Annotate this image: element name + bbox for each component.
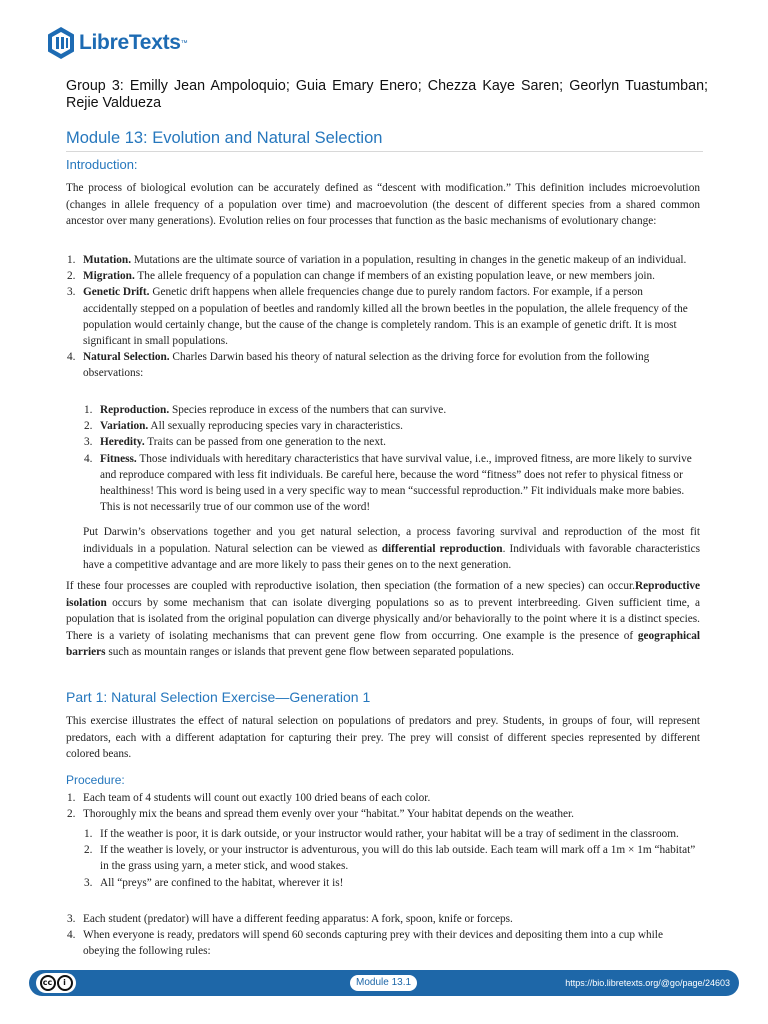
habitat-substeps-list: [84, 826, 696, 891]
darwin-observations-list: [84, 402, 696, 515]
procedure-heading: Procedure:: [66, 773, 125, 787]
evolution-processes-list: [67, 252, 697, 382]
isolation-paragraph: If these four processes are coupled with reproductive isolation, then speciation (the formation of a new species) can occur.Reproductive isolation occurs by some mechanism that can isolate diverging populations so as to prevent interbreeding. Given sufficient time, a population that is isolated from the original population can diverge physically and/or behaviorally to the point where it is a distinct species. There is a variety of isolating mechanisms that can prevent gene flow from occurring. One example is the presence of geographical barriers such as mountain ranges or islands that prevent gene flow between separated populations.: [66, 580, 700, 658]
title-divider: [66, 151, 703, 152]
list-item: 4. When everyone is ready, predators will spend 60 seconds capturing prey with their devices and depositing them into a cup while obeying the following rules:: [67, 929, 663, 958]
cc-by-license-badge[interactable]: [36, 973, 76, 993]
list-item: 2. Thoroughly mix the beans and spread them evenly over your “habitat.” Your habitat depends on the weather.: [67, 808, 574, 821]
list-item: 4. Natural Selection. Charles Darwin based his theory of natural selection as the driving force for evolution from the following observations:: [67, 351, 650, 380]
list-item: 3. Each student (predator) will have a different feeding apparatus: A fork, spoon, knife or forceps.: [67, 913, 513, 925]
procedure-steps-list: [67, 790, 697, 822]
part1-heading: Part 1: Natural Selection Exercise—Generation 1: [66, 689, 371, 705]
logo-wordmark: LibreTexts: [79, 31, 181, 54]
darwin-paragraph: Put Darwin’s observations together and you get natural selection, a process favoring survival and reproduction of the most fit individuals in a population. Natural selection can be viewed as differential reproduction. Individuals with favorable characteristics have a competitive advantage and are more likely to pass their genes on to the next generation.: [83, 526, 701, 571]
procedure-steps-list-continued: [67, 911, 697, 960]
libretexts-logo[interactable]: [46, 26, 188, 60]
list-item: 2. Migration. The allele frequency of a population can change if members of an existing population leave, or new members join.: [67, 270, 655, 283]
list-item: 3. All “preys” are confined to the habitat, wherever it is!: [84, 876, 344, 889]
list-item: 3. Genetic Drift. Genetic drift happens when allele frequencies change due to purely random factors. For example, if a person accidentally stepped on a population of beetles and randomly killed all the brown beetles in the population, the allele frequency of the population would certainly change, but the cause of the change is completely random. This is an example of genetic drift. It is most significant in small populations.: [67, 286, 688, 348]
libretexts-hex-icon: [46, 26, 76, 60]
list-item: 1. Each team of 4 students will count out exactly 100 dried beans of each color.: [67, 792, 431, 804]
attribution-icon: i: [57, 975, 73, 991]
page-url-link[interactable]: https://bio.libretexts.org/@go/page/24603: [565, 978, 730, 988]
list-item: 1. Mutation. Mutations are the ultimate source of variation in a population, resulting in changes in the genetic makeup of an individual.: [67, 254, 687, 266]
list-item: 1. If the weather is poor, it is dark outside, or your instructor would rather, your habitat will be a tray of sediment in the classroom.: [84, 828, 679, 840]
list-item: 4. Fitness. Those individuals with hereditary characteristics that have survival value, i.e., improved fitness, are more likely to survive and reproduce compared with less fit individuals. Be careful here, because the word “fitness” does not refer to physical fitness or healthiness! This word is being used in a very specific way to mean “successful reproduction.” Fit individuals make more babies. This is not necessarily true of our common use of the word!: [84, 452, 692, 514]
logo-trademark: ™: [180, 39, 188, 47]
introduction-heading: Introduction:: [66, 157, 138, 172]
group-members: Group 3: Emilly Jean Ampoloquio; Guia Emary Enero; Chezza Kaye Saren; Georlyn Tuastumban; Rejie Valdueza: [66, 78, 708, 111]
cc-icon: cc: [40, 975, 56, 991]
module-title: Module 13: Evolution and Natural Selection: [66, 129, 383, 147]
list-item: 3. Heredity. Traits can be passed from one generation to the next.: [84, 436, 386, 449]
introduction-paragraph: The process of biological evolution can be accurately defined as “descent with modification.” This definition includes microevolution (changes in allele frequency of a population over time) and macroevolution (the descent of different species from a shared common ancestor over many generations). Evolution relies on four processes that function as the basic mechanisms of evolutionary change:: [66, 182, 700, 227]
page-number-badge: Module 13.1: [350, 975, 417, 991]
list-item: 1. Reproduction. Species reproduce in excess of the numbers that can survive.: [84, 404, 447, 416]
list-item: 2. Variation. All sexually reproducing species vary in characteristics.: [84, 420, 403, 433]
list-item: 2. If the weather is lovely, or your instructor is adventurous, you will do this lab outside. Each team will mark off a 1m × 1m “habitat” in the grass using yarn, a meter stick, and wood stakes.: [84, 844, 696, 873]
part1-paragraph: This exercise illustrates the effect of natural selection on populations of predators and prey. Students, in groups of four, will represent predators, each with a different adaptation for capturing their prey. The prey will consist of different species represented by different colored beans.: [66, 715, 700, 760]
